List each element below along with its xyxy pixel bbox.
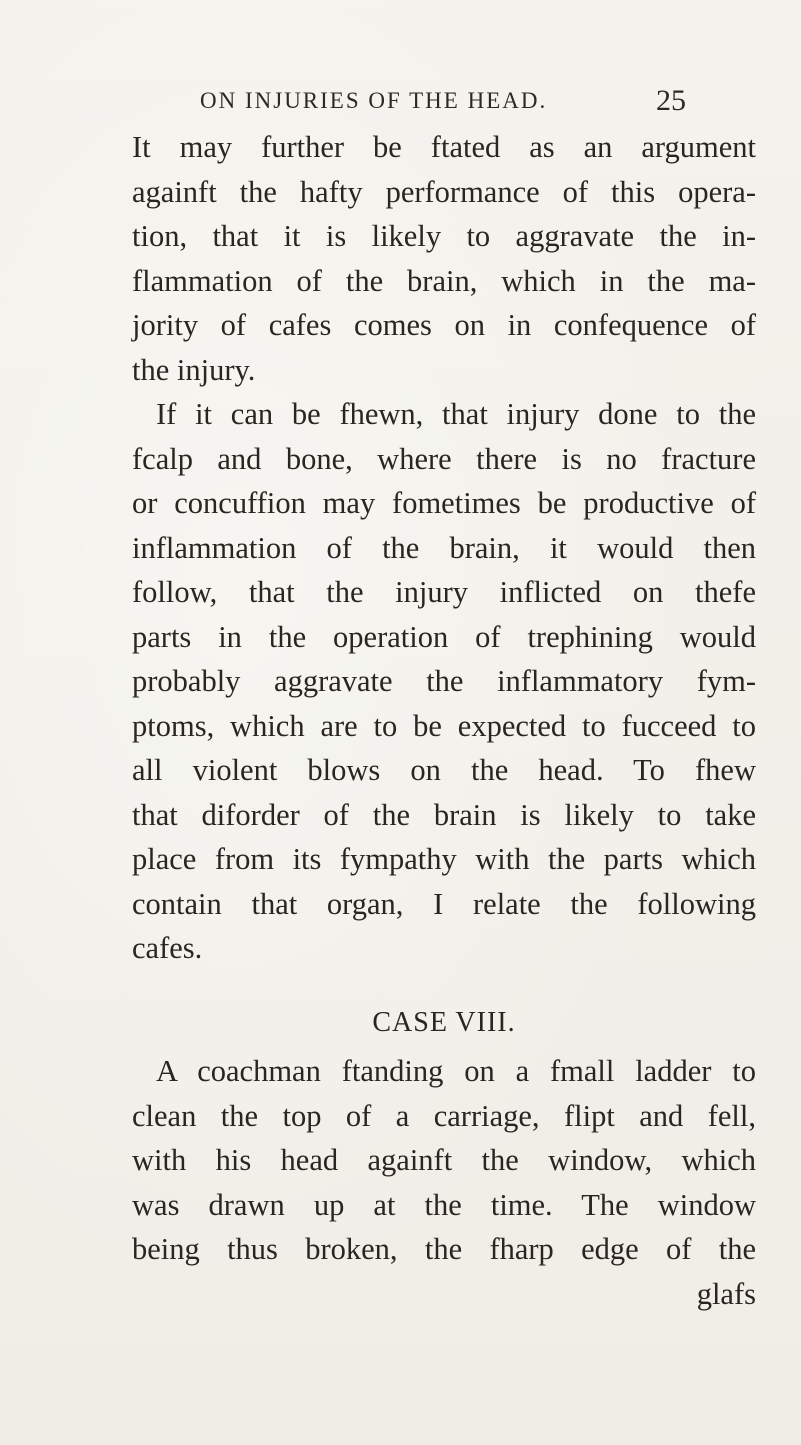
catchword: glafs [696, 1276, 756, 1311]
text-line: contain that organ, I relate the following [132, 886, 756, 921]
text-line: jority of cafes comes on in confequence of [132, 308, 756, 342]
running-head: ON INJURIES OF THE HEAD. [200, 88, 548, 113]
text-line: follow, that the injury inflicted on thefe [132, 575, 756, 609]
text-line: was drawn up at the time. The window [132, 1187, 756, 1222]
text-line: clean the top of a carriage, flipt and fell, [132, 1098, 756, 1133]
text-line: that diforder of the brain is likely to take [132, 797, 756, 832]
text-line: the injury. [132, 352, 256, 387]
text-line: flammation of the brain, which in the ma- [132, 263, 756, 298]
case-heading: CASE VIII. [372, 1006, 516, 1038]
text-line: It may further be ftated as an argument [132, 130, 756, 164]
text-line: all violent blows on the head. To fhew [132, 753, 756, 787]
text-line: againft the hafty performance of this opera- [132, 174, 756, 209]
text-line: inflammation of the brain, it would then [132, 530, 756, 565]
page-header [0, 84, 801, 124]
paragraph-3 [132, 1049, 756, 1272]
text-line: If it can be fhewn, that injury done to the [156, 397, 756, 431]
text-line: A coachman ftanding on a fmall ladder to [156, 1054, 756, 1088]
text-line: being thus broken, the fharp edge of the [132, 1232, 756, 1266]
text-line: tion, that it is likely to aggravate the in- [132, 219, 756, 253]
paragraph-2 [132, 392, 756, 971]
page-number: 25 [656, 84, 686, 117]
text-line: ptoms, which are to be expected to fucceed to [132, 708, 756, 743]
text-line: parts in the operation of trephining would [132, 619, 756, 654]
body-text [132, 125, 756, 1316]
text-line: cafes. [132, 931, 203, 965]
text-line: place from its fympathy with the parts which [132, 842, 756, 876]
paragraph-1 [132, 125, 756, 392]
text-line: with his head againft the window, which [132, 1143, 756, 1177]
text-line: probably aggravate the inflammatory fym- [132, 664, 756, 698]
text-line: or concuffion may fometimes be productive of [132, 486, 756, 520]
text-line: fcalp and bone, where there is no fracture [132, 441, 756, 476]
